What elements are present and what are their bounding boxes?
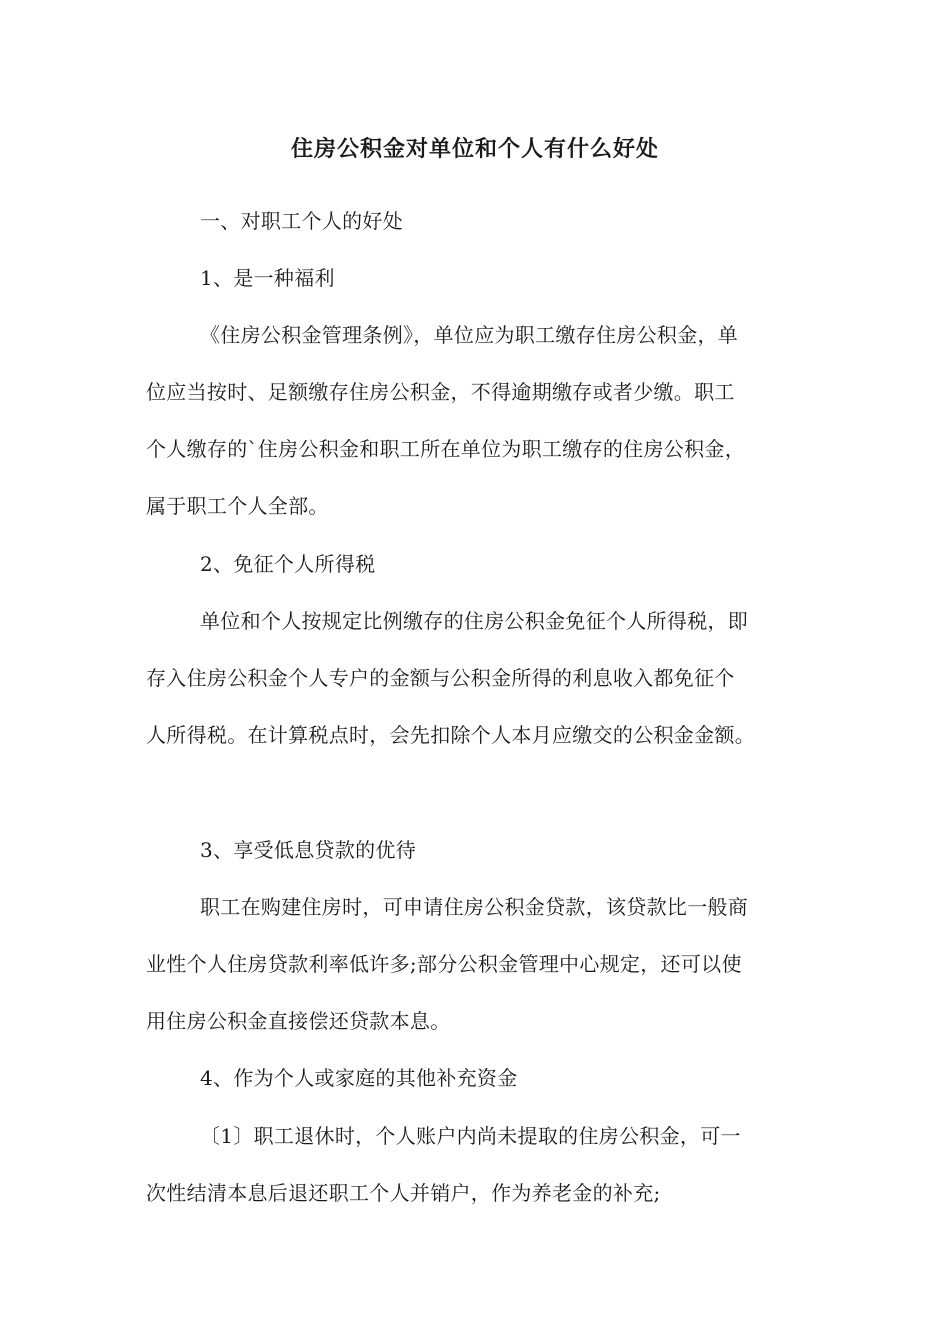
subheading-3: 3、享受低息贷款的优待 [200, 838, 417, 862]
paragraph-line: 存入住房公积金个人专户的金额与公积金所得的利息收入都免征个 [146, 666, 735, 690]
subheading-1: 1、是一种福利 [200, 266, 335, 290]
paragraph-line: 职工在购建住房时，可申请住房公积金贷款，该贷款比一般商 [200, 895, 749, 919]
paragraph-line: 人所得税。在计算税点时，会先扣除个人本月应缴交的公积金金额。 [146, 723, 755, 747]
section-heading-1: 一、对职工个人的好处 [200, 209, 403, 233]
paragraph-line: 〔1〕职工退休时，个人账户内尚未提取的住房公积金，可一 [200, 1124, 741, 1148]
paragraph-line: 次性结清本息后退还职工个人并销户，作为养老金的补充; [146, 1181, 661, 1205]
subheading-4: 4、作为个人或家庭的其他补充资金 [200, 1066, 518, 1090]
paragraph-line: 属于职工个人全部。 [146, 494, 329, 518]
document-title: 住房公积金对单位和个人有什么好处 [290, 136, 659, 162]
paragraph-line: 位应当按时、足额缴存住房公积金，不得逾期缴存或者少缴。职工 [146, 380, 735, 404]
paragraph-line: 业性个人住房贷款利率低许多;部分公积金管理中心规定，还可以使 [146, 952, 742, 976]
paragraph-line: 用住房公积金直接偿还贷款本息。 [146, 1009, 451, 1033]
paragraph-line: 单位和个人按规定比例缴存的住房公积金免征个人所得税，即 [200, 609, 749, 633]
paragraph-line: 个人缴存的`住房公积金和职工所在单位为职工缴存的住房公积金， [146, 437, 745, 461]
subheading-2: 2、免征个人所得税 [200, 552, 376, 576]
paragraph-line: 《住房公积金管理条例》，单位应为职工缴存住房公积金，单 [200, 323, 739, 347]
